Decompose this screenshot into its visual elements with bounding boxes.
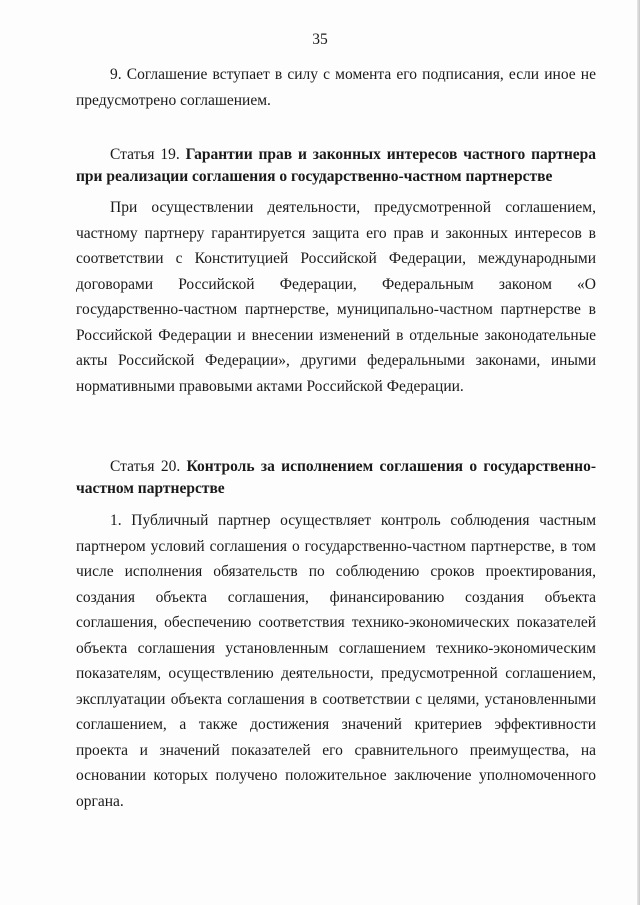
article-19-body: При осуществлении деятельности, предусмотренной соглашением, частному партнеру гарантируется защита его прав и законных интересов в соответствии с Конституцией Российской Федерации, международными договорами Российской Федерации, Федеральным законом «О государственно-частном партнерстве, муниципально-частном партнерстве в Российской Федерации и внесении изменений в отдельные законодательные акты Российской Федерации», другими федеральными законами, иными нормативными правовыми актами Российской Федерации. xyxy=(76,199,596,395)
page-number: 35 xyxy=(312,31,328,48)
article-19-prefix: Статья 19. xyxy=(110,146,180,163)
clause-9-paragraph: 9. Соглашение вступает в силу с момента его подписания, если иное не предусмотрено соглашением. xyxy=(76,66,596,109)
article-19-title: Гарантии прав и законных интересов частного партнера при реализации соглашения о государственно-частном партнерстве xyxy=(76,146,597,185)
article-20-heading xyxy=(76,456,596,500)
article-20-body: 1. Публичный партнер осуществляет контроль соблюдения частным партнером условий соглашения о государственно-частном партнерстве, в том числе исполнения обязательств по соблюдению сроков проектирования, создания объекта соглашения, финансированию создания объекта соглашения, обеспечению соответствия технико-экономических показателей объекта соглашения установленным соглашением технико-экономическим показателям, осуществлению деятельности, предусмотренной соглашением, эксплуатации объекта соглашения в соответствии с целями, установленными соглашением, а также достижения значений критериев эффективности проекта и значений показателей его сравнительного преимущества, на основании которых получено положительное заключение уполномоченного органа. xyxy=(76,512,596,810)
article-20-prefix: Статья 20. xyxy=(110,458,181,475)
article-20-title: Контроль за исполнением соглашения о государственно-частном партнерстве xyxy=(76,458,597,497)
article-19-heading xyxy=(76,144,596,188)
